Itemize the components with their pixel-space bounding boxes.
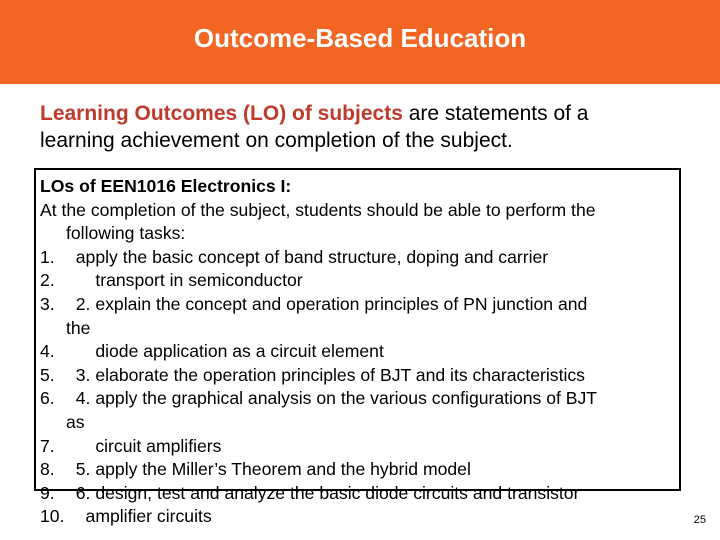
list-item [40,411,690,435]
lo-intro-line1: At the completion of the subject, students should be able to perform the [40,199,596,220]
list-item-number: 7. [40,435,55,456]
list-item-number [40,317,66,341]
intro-paragraph [40,100,700,154]
list-item [40,246,690,270]
list-item-number: 8. [40,459,55,480]
intro-highlight: Learning Outcomes (LO) of subjects [40,102,403,125]
list-item [40,364,690,388]
list-item-text: apply the basic concept of band structure, doping and carrier [66,246,549,267]
list-item-text: 6. design, test and analyze the basic diode circuits and transistor [66,482,580,503]
list-item-text: 5. apply the Miller’s Theorem and the hybrid model [66,459,471,480]
list-item [40,293,690,317]
list-item-number: 6. [40,388,55,409]
list-item-number: 10. [40,506,65,527]
lo-intro-line2: following tasks: [66,223,186,244]
list-item-number: 1. [40,246,55,267]
lo-list [40,175,690,529]
list-item-text: amplifier circuits [66,506,212,527]
list-item-text: diode application as a circuit element [66,341,384,362]
intro-line2: learning achievement on completion of the subject. [40,129,513,152]
list-item [40,317,690,341]
list-item-text: 3. elaborate the operation principles of BJT and its characteristics [66,364,585,385]
list-item-number: 2. [40,270,55,291]
list-item-text: 4. apply the graphical analysis on the various configurations of BJT [66,388,598,409]
intro-rest: are statements of a [402,102,589,125]
page-number: 25 [693,514,706,526]
list-item [40,482,690,506]
list-item [40,387,690,411]
title-bar [0,0,720,84]
list-item [40,269,690,293]
list-item-number: 3. [40,293,55,314]
list-item [40,340,690,364]
list-item-number: 4. [40,341,55,362]
list-item-number: 5. [40,364,55,385]
list-item-text: transport in semiconductor [66,270,303,291]
lo-heading: LOs of EEN1016 Electronics I: [40,176,292,196]
list-item [40,435,690,459]
list-item [40,458,690,482]
list-item-text: 2. explain the concept and operation principles of PN junction and [66,293,588,314]
list-item [40,505,690,529]
list-item-number [40,411,66,435]
list-item-text: the [66,317,91,338]
list-item-text: as [66,411,85,432]
list-item-text: circuit amplifiers [66,435,222,456]
list-item-number: 9. [40,482,55,503]
slide-title: Outcome-Based Education [193,22,527,53]
